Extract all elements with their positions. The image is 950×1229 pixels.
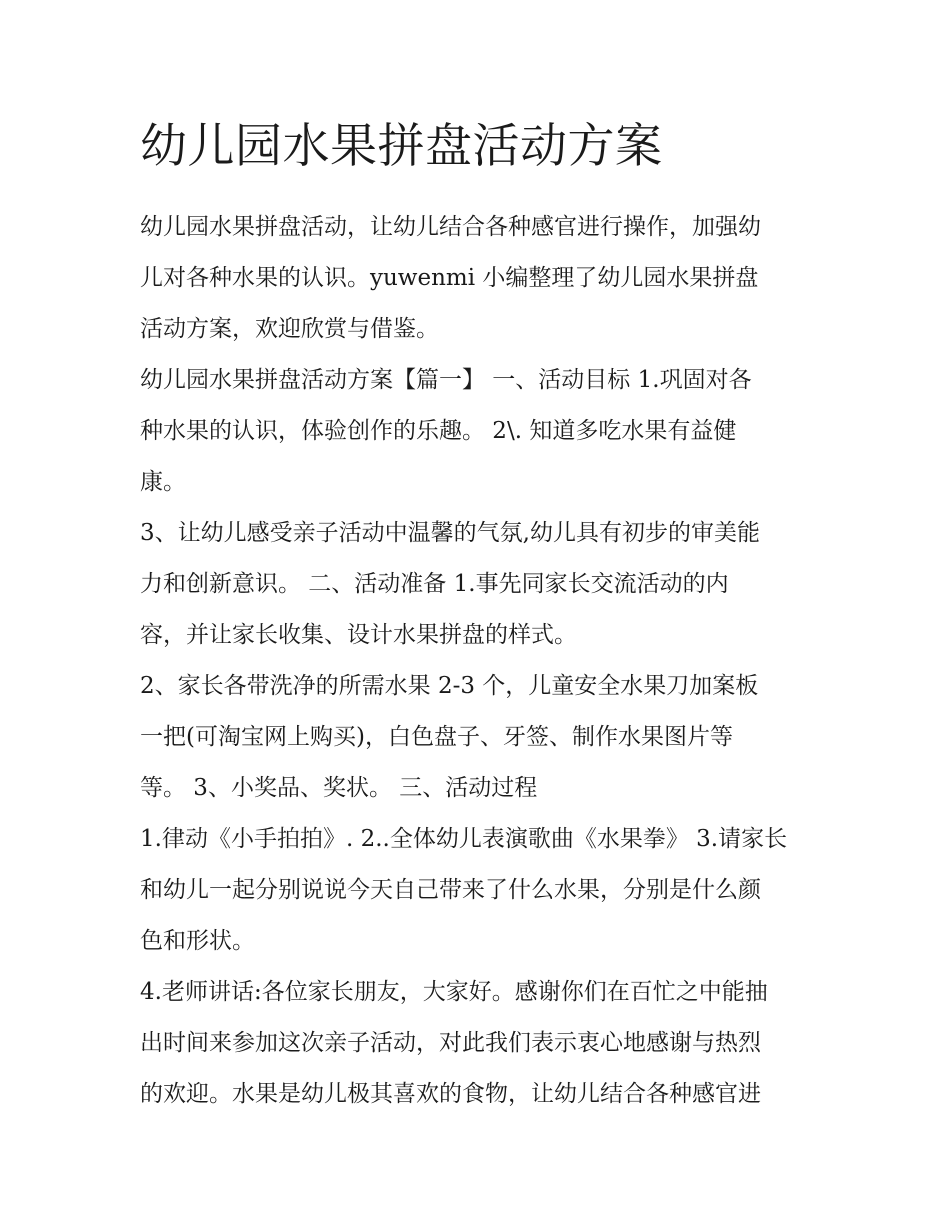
paragraph-materials <box>140 661 820 814</box>
text-line: 一把(可淘宝网上购买)，白色盘子、牙签、制作水果图片等 <box>140 724 733 750</box>
text-line: 的欢迎。水果是幼儿极其喜欢的食物，让幼儿结合各种感官进 <box>140 1081 761 1107</box>
text-line: 出时间来参加这次亲子活动，对此我们表示衷心地感谢与热烈 <box>140 1030 761 1056</box>
text-line: 种水果的认识，体验创作的乐趣。 2\. 知道多吃水果有益健 <box>140 418 737 444</box>
document-page <box>140 112 820 1120</box>
paragraph-process <box>140 814 820 967</box>
text-line: 1.律动《小手拍拍》. 2..全体幼儿表演歌曲《水果拳》 3.请家长 <box>140 826 788 852</box>
text-line: 3、让幼儿感受亲子活动中温馨的气氛,幼儿具有初步的审美能 <box>140 520 760 546</box>
text-line: 儿对各种水果的认识。yuwenmi 小编整理了幼儿园水果拼盘 <box>140 265 759 291</box>
text-line: 色和形状。 <box>140 928 255 954</box>
text-line: 康。 <box>140 469 186 495</box>
text-line: 力和创新意识。 二、活动准备 1.事先同家长交流活动的内 <box>140 571 729 597</box>
document-title: 幼儿园水果拼盘活动方案 <box>140 119 663 174</box>
paragraph-teacher-speech <box>140 967 820 1120</box>
text-line: 4.老师讲话:各位家长朋友，大家好。感谢你们在百忙之中能抽 <box>140 979 768 1005</box>
text-line: 和幼儿一起分别说说今天自己带来了什么水果，分别是什么颜 <box>140 877 761 903</box>
text-line: 幼儿园水果拼盘活动方案【篇一】 一、活动目标 1.巩固对各 <box>140 367 752 393</box>
text-line: 幼儿园水果拼盘活动，让幼儿结合各种感官进行操作，加强幼 <box>140 214 761 240</box>
paragraph-preparation <box>140 508 820 661</box>
text-line: 活动方案，欢迎欣赏与借鉴。 <box>140 316 439 342</box>
text-line: 2、家长各带洗净的所需水果 2-3 个，儿童安全水果刀加案板 <box>140 673 759 699</box>
paragraph-goals <box>140 355 820 508</box>
text-line: 容，并让家长收集、设计水果拼盘的样式。 <box>140 622 577 648</box>
text-line: 等。 3、小奖品、奖状。 三、活动过程 <box>140 775 538 801</box>
paragraph-intro <box>140 202 820 355</box>
